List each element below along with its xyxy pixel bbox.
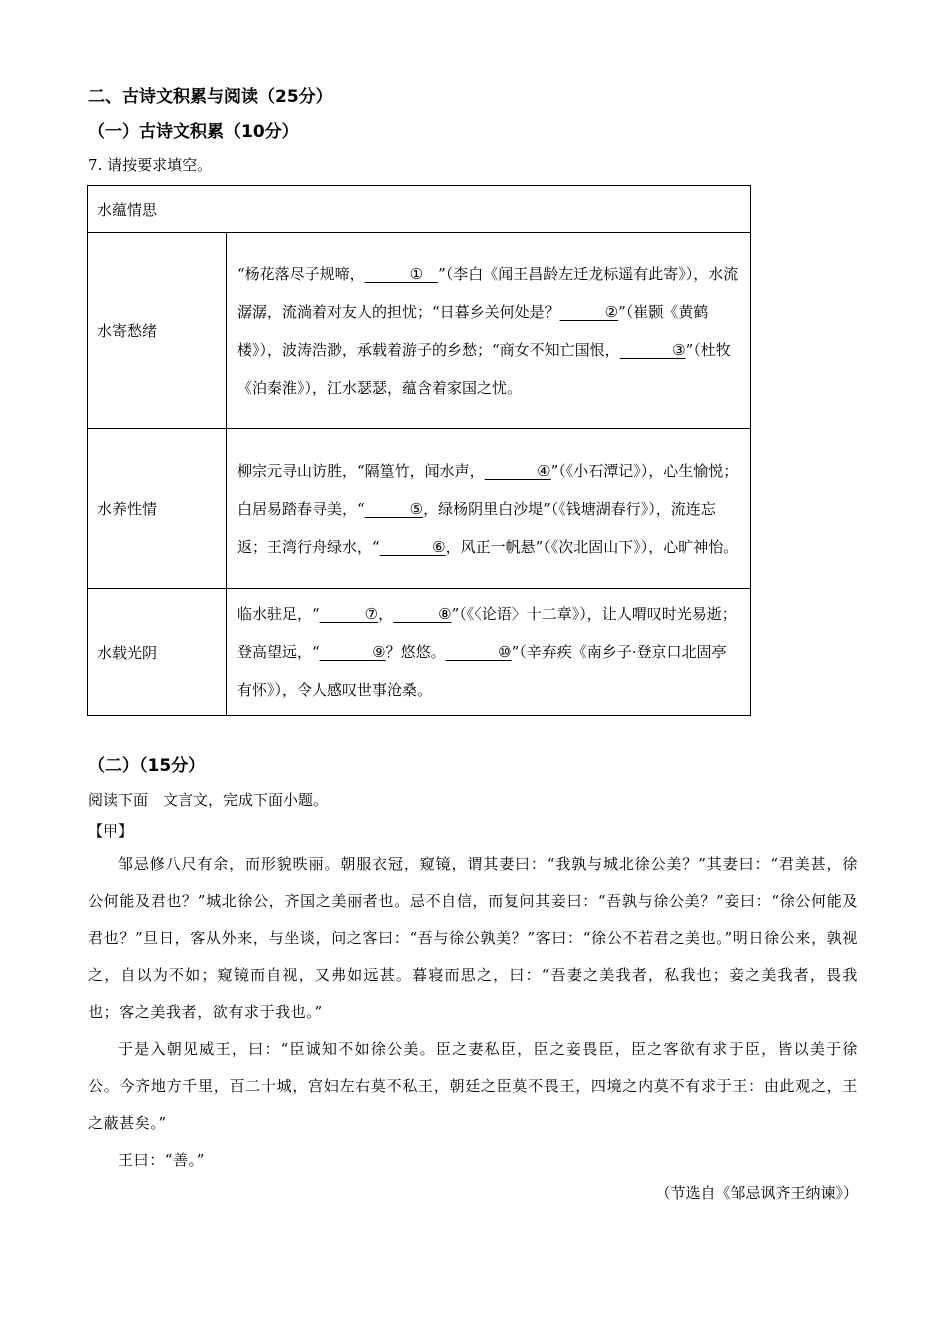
reading-instruction: 阅读下面 文言文，完成下面小题。	[88, 791, 329, 809]
row-text: ”（辛弃疾《南乡子·登京口北固亭有怀》），令人感叹世事沧桑。	[237, 643, 727, 699]
part1-title: （一）古诗文积累（10分）	[88, 122, 299, 142]
blank-4[interactable]: _______④	[484, 461, 551, 480]
part2-title: （二）（15分）	[88, 756, 206, 776]
row-text: ”（崔颢《黄鹤楼》），波涛浩渺，承载着游子的乡愁；“商女不知亡国恨，	[237, 302, 709, 359]
row-label: 水载光阴	[88, 589, 227, 716]
row-text: 柳宗元寻山访胜，“隔篁竹，闻水声，	[237, 461, 485, 480]
row-text: ，风正一帆悬”（《次北固山下》），心旷神怡。	[445, 537, 739, 556]
blank-9[interactable]: _______⑨	[319, 643, 386, 661]
blank-2[interactable]: ______②	[559, 302, 619, 321]
table-row	[88, 429, 751, 589]
table-row	[88, 233, 751, 429]
row-text: ”（李白《闻王昌龄左迁龙标遥有此寄》），水流潺潺，流淌着对友人的担忧；“日暮乡关何处是？	[237, 264, 739, 321]
question-7: 7. 请按要求填空。	[88, 156, 213, 174]
fill-in-table	[87, 185, 751, 716]
table-title: 水蕴情思	[88, 186, 751, 233]
row-body	[227, 589, 751, 716]
row-body	[227, 429, 751, 589]
blank-3[interactable]: _______③	[619, 340, 686, 359]
row-body	[227, 233, 751, 429]
prose-paragraph-2: 于是入朝见威王，曰：“臣诚知不如徐公美。臣之妻私臣，臣之妾畏臣，臣之客欲有求于臣，皆以美于徐公。今齐地方千里，百二十城，宫妇左右莫不私王，朝廷之臣莫不畏王，四境之内莫不有求于王：由此观之，王之蔽甚矣。”	[88, 1040, 858, 1132]
row-label: 水寄愁绪	[88, 233, 227, 429]
row-text: ”（《小石潭记》），心生愉悦；白居易踏春寻美，“	[237, 461, 739, 518]
blank-8[interactable]: ______⑧	[393, 605, 452, 623]
blank-10[interactable]: _______⑩	[445, 643, 512, 661]
row-text: ”（《〈论语〉十二章》），让人喟叹时光易逝；登高望远，“	[237, 605, 737, 661]
excerpt-label: 【甲】	[88, 822, 134, 840]
row-text: ，	[378, 605, 394, 623]
prose-paragraph-1: 邹忌修八尺有余，而形貌昳丽。朝服衣冠，窥镜，谓其妻曰：“我孰与城北徐公美？”其妻曰：“君美甚，徐公何能及君也？”城北徐公，齐国之美丽者也。忌不自信，而复问其妾曰：“吾孰与徐公美？”妾曰：“徐公何能及君也？”旦日，客从外来，与坐谈，问之客曰：“吾与徐公孰美？”客曰：“徐公不若君之美也。”明日徐公来，孰视之，自以为不如；窥镜而自视，又弗如远甚。暮寝而思之，曰：“吾妻之美我者，私我也；妾之美我者，畏我也；客之美我者，欲有求于我也。”	[88, 855, 858, 1021]
section-title: 二、古诗文积累与阅读（25分）	[88, 87, 333, 107]
row-text: ？悠悠。	[385, 643, 446, 661]
table-title-row	[88, 186, 751, 233]
prose-paragraph-3: 王曰：“善。”	[118, 1151, 206, 1169]
blank-5[interactable]: ______⑤	[364, 499, 424, 518]
source-citation: （节选自《邹忌讽齐王纳谏》）	[655, 1184, 858, 1202]
blank-1[interactable]: ______①__	[364, 264, 439, 283]
row-text: 临水驻足，“	[237, 605, 320, 623]
table-row	[88, 589, 751, 716]
blank-7[interactable]: ______⑦	[319, 605, 379, 623]
row-label: 水养性情	[88, 429, 227, 589]
row-text: “杨花落尽子规啼，	[237, 264, 365, 283]
blank-6[interactable]: _______⑥	[379, 537, 446, 556]
row-text: ”（杜牧《泊秦淮》），江水瑟瑟，蕴含着家国之忧。	[237, 340, 731, 397]
row-text: ，绿杨阴里白沙堤”（《钱塘湖春行》），流连忘返；王湾行舟绿水，“	[237, 499, 716, 556]
